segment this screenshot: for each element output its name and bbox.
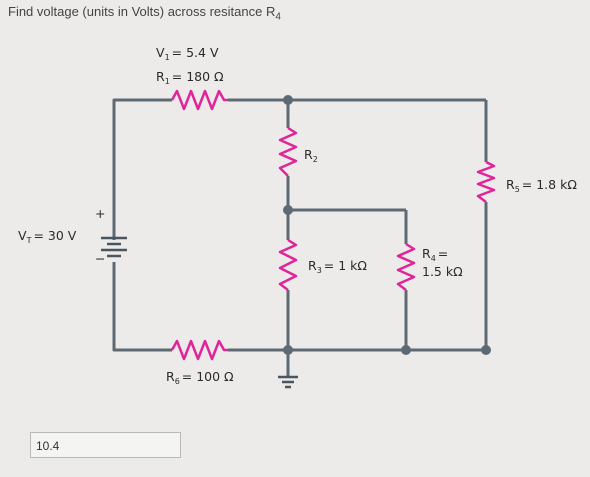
resistor-r2: [280, 128, 296, 176]
resistors: [172, 91, 494, 359]
r5-label: $R_5 = 1.8$ kΩ: [506, 177, 577, 194]
node-bottom-left: [283, 345, 293, 355]
resistor-r5: [478, 162, 494, 202]
resistor-r6: [172, 341, 228, 359]
wires: [114, 100, 486, 376]
answer-value: 10.4: [36, 439, 60, 453]
resistor-r1: [172, 91, 228, 109]
ground-symbol: [278, 377, 298, 387]
node-top: [283, 95, 293, 105]
resistor-r4: [398, 244, 414, 290]
node-bottom-right: [481, 345, 491, 355]
wire-top-left: [114, 100, 172, 240]
r6-label: $R_6 = 100$ Ω: [166, 369, 234, 386]
wire-bottom-left: [114, 262, 172, 350]
r1-voltage-label: $V_1 = 5.4$ V: [156, 45, 219, 62]
r1-label: $R_1 = 180$ Ω: [156, 69, 224, 86]
source-label: $V_T = 30$ V: [18, 228, 77, 245]
resistor-r3: [280, 240, 296, 290]
battery-minus-sign: −: [95, 251, 106, 266]
node-bottom-mid: [401, 345, 411, 355]
r3-label: $R_3 = 1$ kΩ: [308, 258, 367, 275]
r4-label-line2: 1.5 kΩ: [422, 264, 463, 279]
r2-label: $R_2$: [304, 147, 318, 164]
answer-input[interactable]: [30, 432, 181, 458]
battery-plus-sign: +: [95, 206, 106, 221]
r4-label-line1: $R_4$ =: [422, 246, 449, 263]
node-middle: [283, 205, 293, 215]
question-label: Find voltage (units in Volts) across resitance R: [8, 4, 276, 19]
nodes: [283, 95, 491, 355]
question-subscript: 4: [275, 11, 281, 23]
